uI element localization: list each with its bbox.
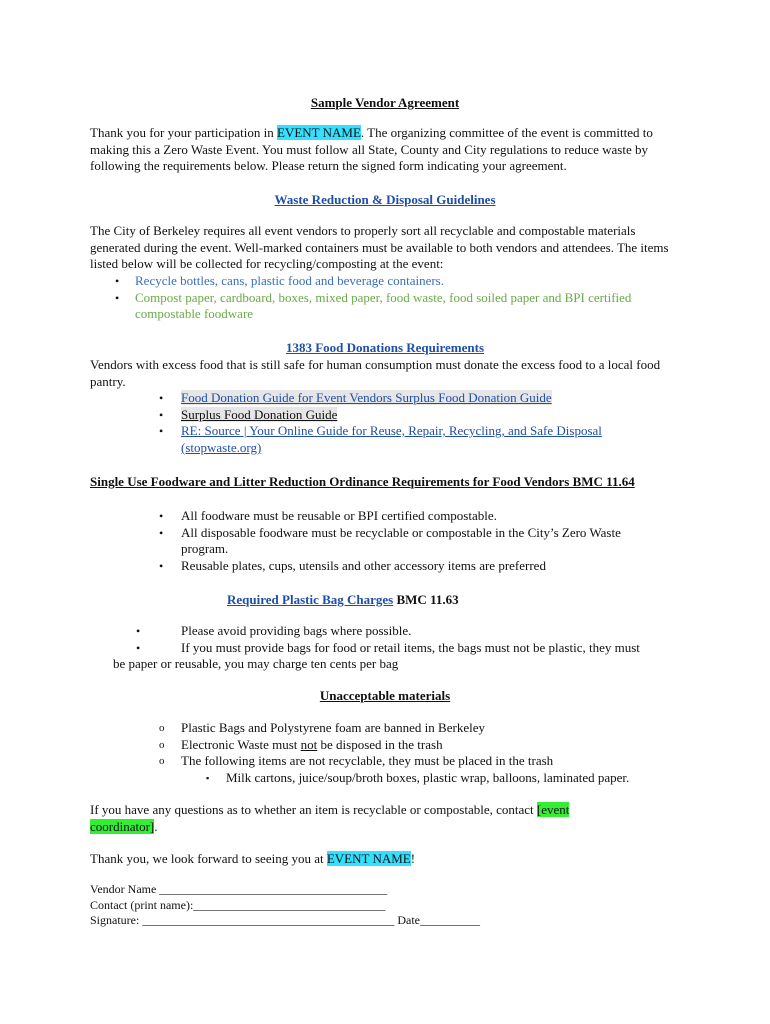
closing-paragraph	[90, 851, 680, 868]
unacceptable-sublist	[206, 770, 676, 787]
list-item: o Plastic Bags and Polystyrene foam are banned in Berkeley	[159, 720, 485, 735]
bag-ordinance-code: BMC 11.63	[393, 592, 459, 607]
donation-heading	[90, 340, 680, 357]
waste-list	[115, 273, 680, 323]
event-name-placeholder: EVENT NAME	[277, 125, 361, 140]
recycle-item: Recycle bottles, cans, plastic food and beverage containers.	[135, 273, 444, 288]
list-item: • Food Donation Guide for Event Vendors Surplus Food Donation Guide	[159, 390, 552, 405]
vendor-name-field[interactable]: Vendor Name ______________________________________	[90, 882, 388, 896]
donation-paragraph: Vendors with excess food that is still safe for human consumption must donate the excess food to a local food pantry.	[90, 357, 661, 389]
list-item: o Electronic Waste must not be disposed in the trash	[159, 736, 443, 752]
compost-item: Compost paper, cardboard, boxes, mixed paper, food waste, food soiled paper and BPI certified compostable foodware	[135, 289, 632, 322]
signature-form	[90, 882, 680, 929]
title-text: Sample Vendor Agreement	[310, 95, 460, 110]
food-donations-link[interactable]: 1383 Food Donations Requirements	[285, 340, 485, 355]
bag-item-continuation: be paper or reusable, you may charge ten cents per bag	[113, 656, 399, 671]
questions-paragraph	[90, 802, 620, 835]
document-title	[90, 95, 680, 112]
unacceptable-item-after: be disposed in the trash	[317, 736, 443, 752]
food-donation-guide-link[interactable]: Food Donation Guide for Event Vendors Surplus Food Donation Guide	[181, 390, 552, 405]
surplus-guide-link[interactable]: Surplus Food Donation Guide	[181, 406, 338, 422]
foodware-list	[159, 508, 661, 574]
intro-before: Thank you for your participation in	[90, 125, 278, 140]
closing-before: Thank you, we look forward to seeing you at	[90, 851, 327, 866]
bag-item: If you must provide bags for food or retail items, the bags must not be plastic, they must	[181, 639, 640, 655]
foodware-heading: Single Use Foodware and Litter Reduction Ordinance Requirements for Food Vendors BMC 11.64	[90, 474, 635, 489]
list-item: • Recycle bottles, cans, plastic food and beverage containers.	[115, 273, 444, 288]
waste-heading	[90, 192, 680, 209]
stopwaste-link[interactable]: RE: Source | Your Online Guide for Reuse, Repair, Recycling, and Safe Disposal (stopwaste.org)	[181, 423, 602, 455]
unacceptable-item: Plastic Bags and Polystyrene foam are banned in Berkeley	[181, 720, 485, 735]
list-item: • Compost paper, cardboard, boxes, mixed paper, food waste, food soiled paper and BPI certified compostable foodware	[115, 289, 632, 322]
bag-heading	[227, 592, 627, 609]
questions-before: If you have any questions as to whether an item is recyclable or compostable, contact	[90, 802, 537, 817]
unacceptable-list	[159, 720, 671, 770]
bag-list	[136, 623, 681, 656]
foodware-item: All foodware must be reusable or BPI certified compostable.	[181, 508, 497, 523]
contact-name-field[interactable]: Contact (print name):________________________________	[90, 897, 386, 912]
donation-link-list	[159, 390, 651, 456]
unacceptable-item-before: Electronic Waste must	[181, 736, 301, 752]
signature-date-field[interactable]: Signature: __________________________________________ Date__________	[90, 913, 480, 927]
unacceptable-heading-text: Unacceptable materials	[319, 688, 451, 703]
questions-after: .	[154, 818, 158, 834]
list-item: • If you must provide bags for food or retail items, the bags must not be plastic, they must	[136, 639, 640, 655]
list-item: o The following items are not recyclable, they must be placed in the trash	[159, 753, 554, 769]
unacceptable-item-emphasis: not	[300, 736, 318, 752]
unacceptable-subitem: Milk cartons, juice/soup/broth boxes, plastic wrap, balloons, laminated paper.	[226, 770, 630, 785]
list-item: • Please avoid providing bags where possible.	[136, 623, 412, 638]
waste-guidelines-link[interactable]: Waste Reduction & Disposal Guidelines	[274, 192, 496, 207]
event-coordinator-placeholder: [event coordinator]	[90, 802, 570, 834]
plastic-bag-charges-link[interactable]: Required Plastic Bag Charges	[227, 592, 394, 607]
event-name-placeholder: EVENT NAME	[326, 851, 411, 866]
foodware-item: Reusable plates, cups, utensils and other accessory items are preferred	[181, 557, 546, 573]
list-item: • All foodware must be reusable or BPI certified compostable.	[159, 508, 497, 523]
unacceptable-item: The following items are not recyclable, they must be placed in the trash	[181, 753, 554, 769]
list-item: • Reusable plates, cups, utensils and other accessory items are preferred	[159, 557, 546, 573]
list-item: ▪ Milk cartons, juice/soup/broth boxes, plastic wrap, balloons, laminated paper.	[206, 770, 630, 785]
list-item: • RE: Source | Your Online Guide for Reuse, Repair, Recycling, and Safe Disposal (stopwaste.org)	[159, 423, 602, 455]
list-item: • All disposable foodware must be recyclable or compostable in the City’s Zero Waste program.	[159, 524, 621, 557]
bag-item: Please avoid providing bags where possible.	[181, 623, 412, 638]
foodware-item: All disposable foodware must be recyclable or compostable in the City’s Zero Waste program.	[181, 524, 621, 557]
unacceptable-heading	[90, 688, 680, 705]
list-item: • Surplus Food Donation Guide	[159, 406, 338, 422]
waste-paragraph: The City of Berkeley requires all event vendors to properly sort all recyclable and compostable materials generated during the event. Well-marked containers must be available to both vendors and attendees. The items listed below will be collected for recycling/composting at the event:	[90, 223, 669, 272]
intro-after: . The organizing committee of the event is committed to making this a Zero Waste Event. You must follow all State, County and City regulations to reduce waste by following the requirements below. Please return the signed form indicating your agreement.	[90, 125, 653, 174]
closing-after: !	[410, 851, 416, 866]
intro-paragraph	[90, 125, 680, 175]
